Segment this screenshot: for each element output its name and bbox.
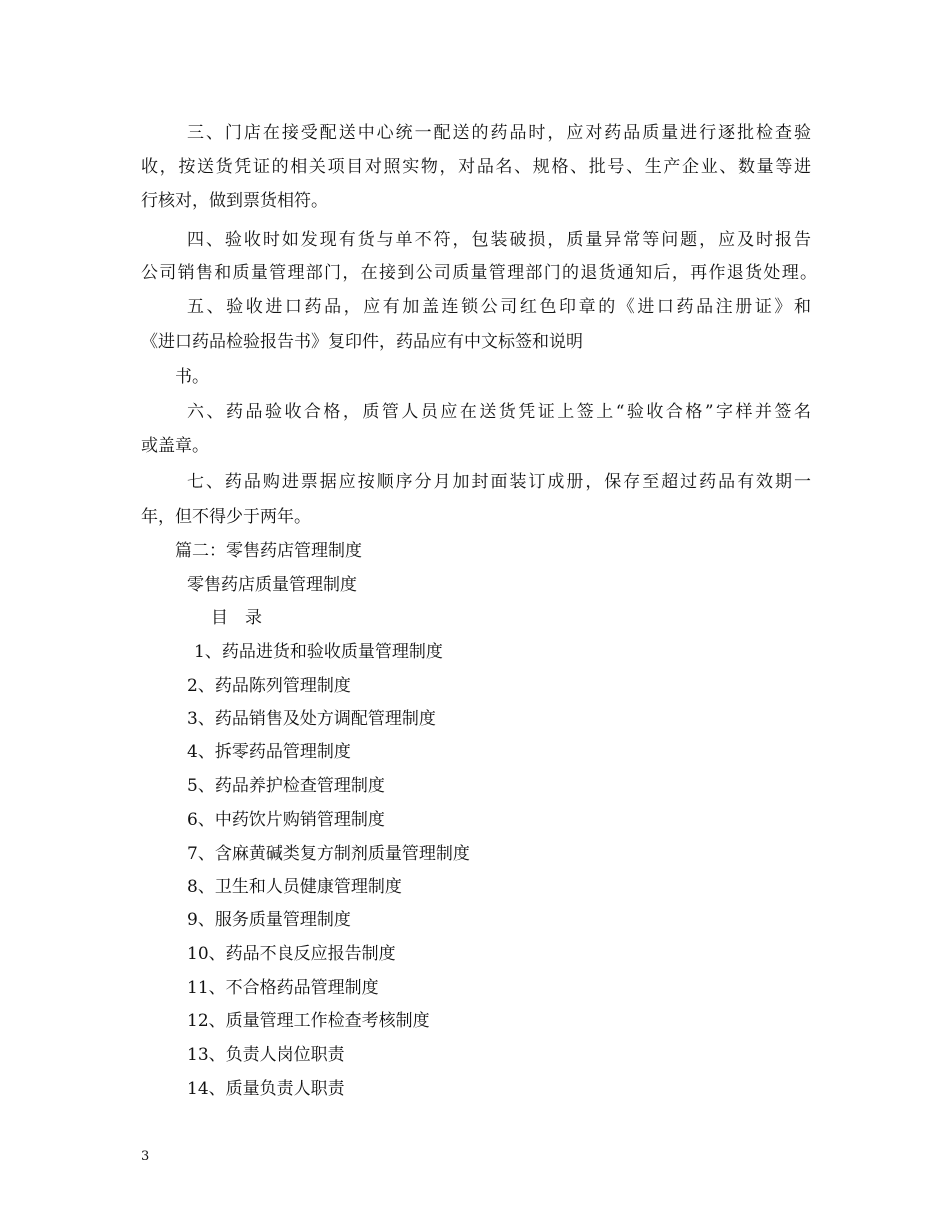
document-title: 零售药店质量管理制度 <box>187 575 357 595</box>
paragraph-7-line-1: 七、药品购进票据应按顺序分月加封面装订成册，保存至超过药品有效期一 <box>187 472 811 492</box>
toc-item: 14、质量负责人职责 <box>187 1079 345 1099</box>
toc-item: 12、质量管理工作检查考核制度 <box>187 1011 430 1031</box>
paragraph-5-line-3: 书。 <box>175 367 209 387</box>
paragraph-3-line-2: 收，按送货凭证的相关项目对照实物，对品名、规格、批号、生产企业、数量等进 <box>141 157 811 177</box>
toc-item: 4、拆零药品管理制度 <box>187 742 351 762</box>
paragraph-7-line-2: 年，但不得少于两年。 <box>141 507 311 527</box>
section-heading: 篇二：零售药店管理制度 <box>175 541 362 561</box>
paragraph-6-line-2: 或盖章。 <box>141 436 209 456</box>
paragraph-4-line-1: 四、验收时如发现有货与单不符，包装破损，质量异常等问题，应及时报告 <box>187 230 811 250</box>
toc-item: 9、服务质量管理制度 <box>187 910 351 930</box>
paragraph-6-line-1: 六、药品验收合格，质管人员应在送货凭证上签上“验收合格”字样并签名 <box>187 402 811 422</box>
paragraph-5-line-1: 五、验收进口药品，应有加盖连锁公司红色印章的《进口药品注册证》和 <box>187 297 811 317</box>
toc-item: 5、药品养护检查管理制度 <box>187 776 385 796</box>
toc-item: 3、药品销售及处方调配管理制度 <box>187 709 436 729</box>
toc-item: 7、含麻黄碱类复方制剂质量管理制度 <box>187 844 470 864</box>
toc-item: 2、药品陈列管理制度 <box>187 676 351 696</box>
toc-heading: 目 录 <box>211 608 262 628</box>
toc-item: 11、不合格药品管理制度 <box>187 978 379 998</box>
paragraph-3-line-3: 行核对，做到票货相符。 <box>141 191 328 211</box>
toc-item: 13、负责人岗位职责 <box>187 1045 345 1065</box>
toc-item: 10、药品不良反应报告制度 <box>187 944 396 964</box>
paragraph-3-line-1: 三、门店在接受配送中心统一配送的药品时，应对药品质量进行逐批检查验 <box>187 123 811 143</box>
toc-item: 8、卫生和人员健康管理制度 <box>187 877 402 897</box>
toc-item: 6、中药饮片购销管理制度 <box>187 810 385 830</box>
paragraph-5-line-2: 《进口药品检验报告书》复印件，药品应有中文标签和说明 <box>141 332 583 352</box>
paragraph-4-line-2: 公司销售和质量管理部门，在接到公司质量管理部门的退货通知后，再作退货处理。 <box>141 263 817 283</box>
page-number: 3 <box>141 1149 150 1164</box>
toc-item: 1、药品进货和验收质量管理制度 <box>194 642 443 662</box>
